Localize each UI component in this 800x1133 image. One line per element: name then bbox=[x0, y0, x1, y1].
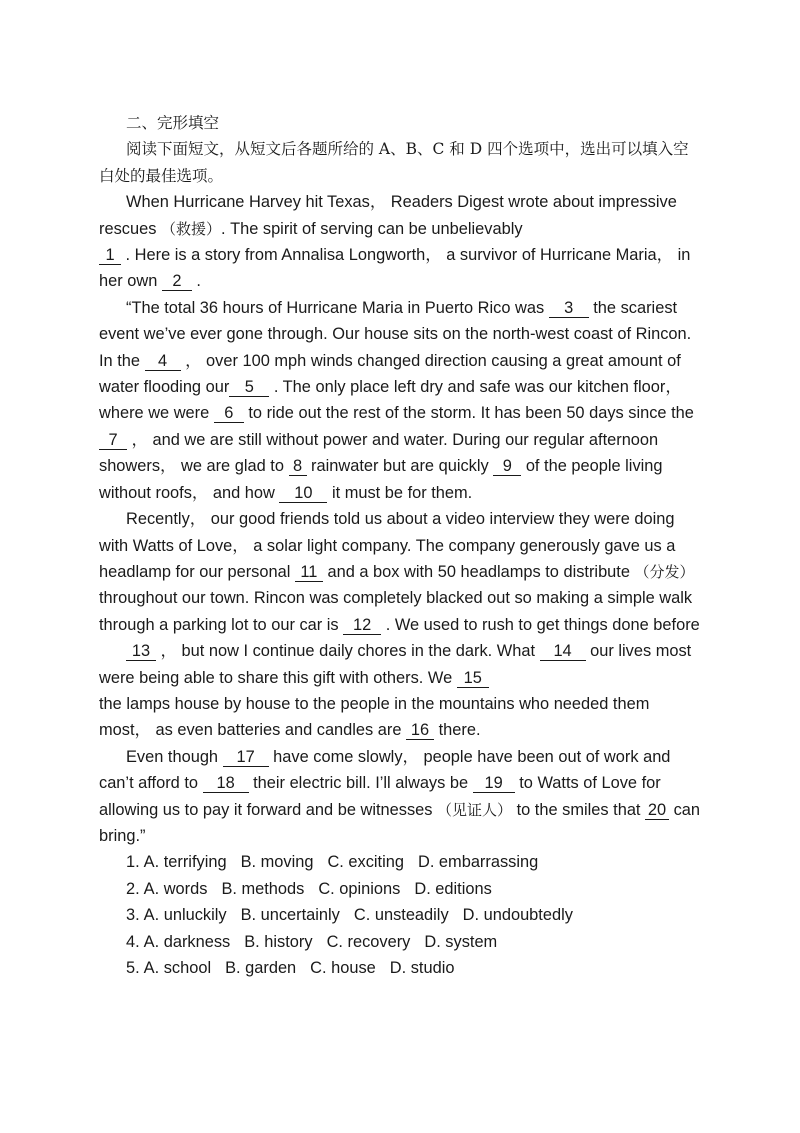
section-title: 二、完形填空 bbox=[126, 114, 220, 132]
blank-9: 9 bbox=[493, 457, 521, 476]
blank-16: 16 bbox=[406, 721, 434, 740]
chinese-gloss-witnesses: （见证人） bbox=[437, 800, 513, 819]
question-row: 5. A. school B. garden C. house D. studio bbox=[126, 959, 455, 977]
blank-17: 17 bbox=[223, 748, 269, 767]
blank-7: 7 bbox=[99, 431, 127, 450]
blank-14: 14 bbox=[540, 642, 586, 661]
blank-13: 13 bbox=[126, 642, 156, 661]
blank-1: 1 bbox=[99, 246, 121, 265]
blank-3: 3 bbox=[549, 299, 589, 318]
question-row: 1. A. terrifying B. moving C. exciting D. embarrassing bbox=[126, 853, 539, 872]
blank-2: 2 bbox=[162, 272, 192, 291]
chinese-gloss-distribute: （分发） bbox=[634, 562, 695, 581]
blank-18: 18 bbox=[203, 774, 249, 793]
document-page bbox=[99, 110, 701, 981]
instructions: 阅读下面短文，从短文后各题所给的 A、B、C 和 D 四个选项中，选出可以填入空白处的最佳选项。 bbox=[99, 140, 689, 185]
question-row: 2. A. words B. methods C. opinions D. editions bbox=[126, 879, 492, 898]
blank-5: 5 bbox=[229, 378, 269, 397]
passage-paragraph-1: When Hurricane Harvey hit Texas， Readers Digest wrote about impressive rescues （救援）. The spirit of serving can be unbelievably 1 . Here is a story from Annalisa Longworth， a survivor of Hurricane Maria， in her own 2 . bbox=[99, 193, 691, 291]
passage-paragraph-3: Recently， our good friends told us about a video interview they were doing with Watts of Love， a solar light company. The company generously gave us a headlamp for our personal 11 and a box with 50 headlamps to distribute （分发） throughout our town. Rincon was completely blacked out so making a simple walk through a parking lot to our car is 12 . We used to rush to get things done before 13 ， but now I continue daily chores in the dark. What 14 our lives most were being able to share this gift with others. We 15 the lamps house by house to the people in the mountains who needed them most， as even batteries and candles are 16 there. bbox=[99, 510, 700, 740]
blank-4: 4 bbox=[145, 352, 181, 371]
question-options bbox=[99, 849, 701, 981]
passage-paragraph-2: “The total 36 hours of Hurricane Maria in Puerto Rico was 3 the scariest event we’ve ever gone through. Our house sits on the north-west coast of Rincon. In the 4 ， over 100 mph winds changed direction causing a great amount of water flooding our 5 . The only place left dry and safe was our kitchen floor， where we were 6 to ride out the rest of the storm. It has been 50 days since the 7 ， and we are still without power and water. During our regular afternoon showers， we are glad to 8 rainwater but are quickly 9 of the people living without roofs， and how 10 it must be for them. bbox=[99, 298, 694, 502]
blank-8: 8 bbox=[289, 457, 307, 476]
blank-11: 11 bbox=[295, 563, 323, 582]
blank-12: 12 bbox=[343, 616, 381, 635]
question-row: 3. A. unluckily B. uncertainly C. unsteadily D. undoubtedly bbox=[126, 906, 573, 925]
blank-10: 10 bbox=[279, 484, 327, 503]
blank-6: 6 bbox=[214, 404, 244, 423]
blank-15: 15 bbox=[457, 669, 489, 688]
blank-20: 20 bbox=[645, 801, 669, 820]
chinese-gloss-rescues: （救援） bbox=[160, 219, 221, 238]
passage-paragraph-4: Even though 17 have come slowly， people have been out of work and can’t afford to 18 their electric bill. I’ll always be 19 to Watts of Love for allowing us to pay it forward and be witnesses （见证人） to the smiles that 20 can bring.” bbox=[99, 747, 701, 845]
blank-19: 19 bbox=[473, 774, 515, 793]
question-row: 4. A. darkness B. history C. recovery D. system bbox=[126, 932, 498, 951]
